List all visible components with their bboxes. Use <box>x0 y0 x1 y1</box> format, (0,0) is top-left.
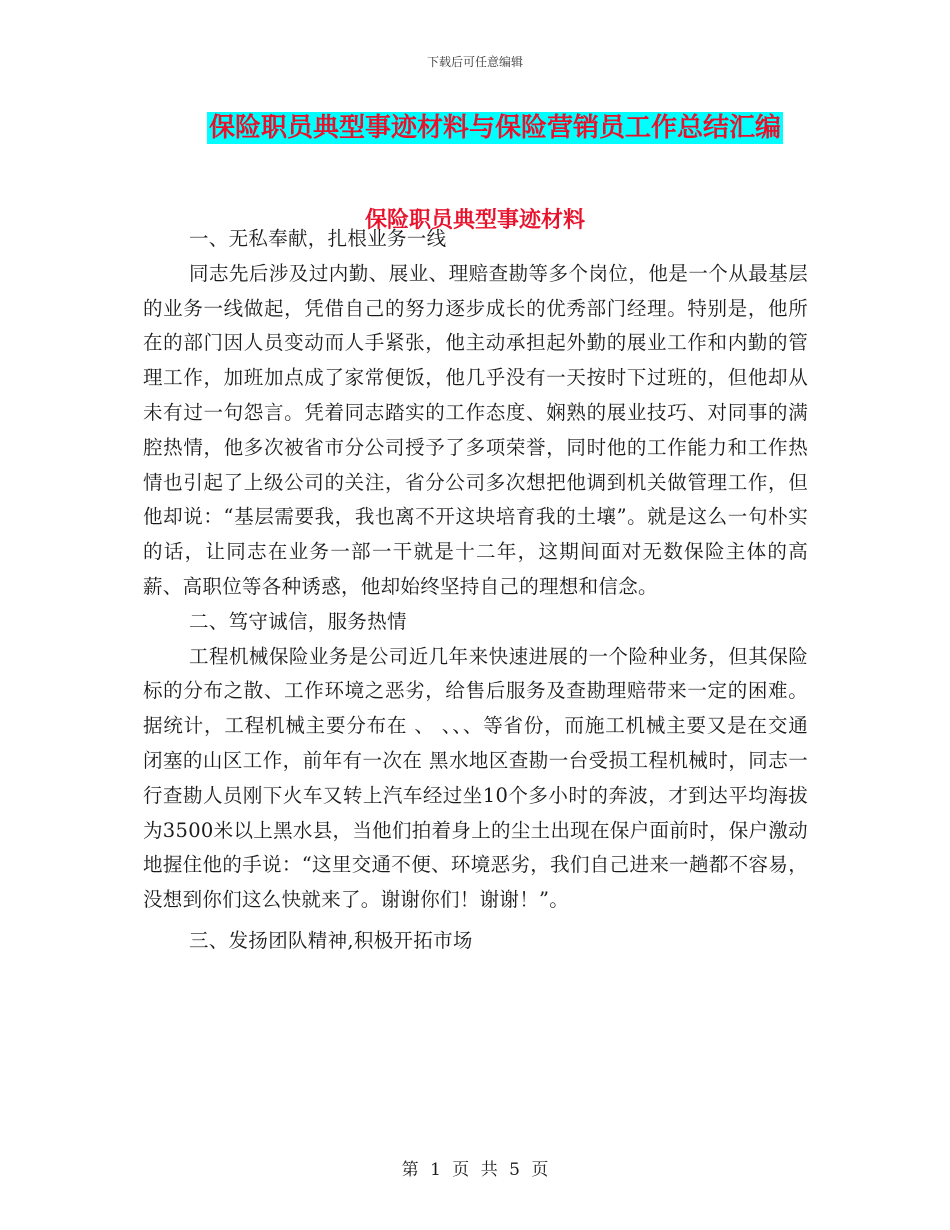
page-footer: 第 1 页 共 5 页 <box>401 1160 549 1180</box>
document-title: 保险职员典型事迹材料与保险营销员工作总结汇编 <box>209 113 782 143</box>
section-heading-3: 三、发扬团队精神,积极开拓市场 <box>189 928 473 952</box>
document-body <box>143 222 808 959</box>
header-note: 下载后可任意编辑 <box>426 55 523 69</box>
section-paragraph-1: 同志先后涉及过内勤、展业、理赔查勘等多个岗位，他是一个从最基层的业务一线做起，凭借自己的努力逐步成长的优秀部门经理。特别是，他所在的部门因人员变动而人手紧张，他主动承担起外勤的展业工作和内勤的管理工作，加班加点成了家常便饭，他几乎没有一天按时下过班的，但他却从未有过一句怨言。凭着同志踏实的工作态度、娴熟的展业技巧、对同事的满腔热情，他多次被省市分公司授予了多项荣誉，同时他的工作能力和工作热情也引起了上级公司的关注，省分公司多次想把他调到机关做管理工作，但他却说：“基层需要我，我也离不开这块培育我的土壤”。就是这么一句朴实的话，让同志在业务一部一干就是十二年，这期间面对无数保险主体的高薪、高职位等各种诱惑，他却始终坚持自己的理想和信念。 <box>143 261 808 598</box>
section-paragraph-2: 工程机械保险业务是公司近几年来快速进展的一个险种业务，但其保险标的分布之散、工作环境之恶劣，给售后服务及查勘理赔带来一定的困难。据统计，工程机械主要分布在 、 、、、等省份，而施工机械主要又是在交通闭塞的山区工作，前年有一次在 黑水地区查勘一台受损工程机械时，同志一行查勘人员刚下火车又转上汽车经过坐10个多小时的奔波，才到达平均海拔为3500米以上黑水县，当他们拍着身上的尘土出现在保户面前时，保户激动地握住他的手说：“这里交通不便、环境恶劣，我们自己进来一趟都不容易，没想到你们这么快就来了。谢谢你们！谢谢！”。 <box>143 644 808 912</box>
section-heading-1: 一、无私奉献，扎根业务一线 <box>189 227 447 250</box>
document-subtitle: 保险职员典型事迹材料 <box>364 207 585 233</box>
section-heading-2: 二、笃守诚信，服务热情 <box>189 609 407 633</box>
